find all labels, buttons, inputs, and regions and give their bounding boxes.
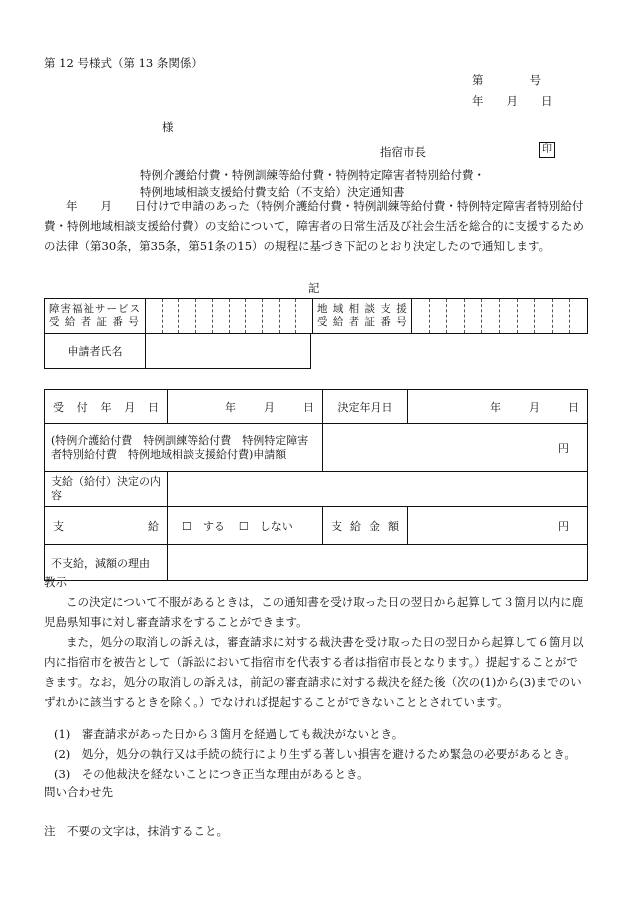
notice-paragraph-2: また，処分の取消しの訴えは，審査請求に対する裁決書を受け取った日の翌日から起算して６箇月以内に指宿市を被告として（訴訟において指宿市を代表する者は指宿市長となります。）提起することができます。なお，処分の取消しの訴えは，前記の審査請求に対する裁決を経た後（次の(1)から(3)までのいずれかに該当するときを除く。）でなければ提起することができないこととされています。 xyxy=(44,635,584,709)
notice-heading: 教示 xyxy=(44,575,67,589)
form-number: 第 12 号様式（第 13 条関係） xyxy=(44,56,203,70)
payment-amount-label: 支 給 金 額 xyxy=(323,507,408,545)
received-date-field[interactable]: 年 月 日 xyxy=(168,390,323,424)
received-date-label: 受 付 年 月 日 xyxy=(45,390,168,424)
content-label: 支給（給付）決定の内容 xyxy=(45,472,168,507)
title-line2: 特例地域相談支援給付費支給（不支給）決定通知書 xyxy=(140,185,405,199)
notice-item-2: (2) 処分，処分の執行又は手続の続行により生ずる著しい損害を避けるため緊急の必要があるとき。 xyxy=(54,747,576,761)
application-amount-label: (特例介護給付費 特例訓練等給付費 特例特定障害者特別給付費 特例地域相談支援給付費)申請額 xyxy=(45,424,323,472)
document-date: 年 月 日 xyxy=(472,94,553,108)
reason-label: 不支給，減額の理由 xyxy=(45,545,168,581)
disability-id-digits[interactable] xyxy=(146,299,313,334)
consult-id-label: 地 域 相 談 支 援 受 給 者 証 番 号 xyxy=(313,299,412,334)
decision-date-label: 決定年月日 xyxy=(323,390,408,424)
issuer: 指宿市長 xyxy=(380,145,426,159)
consult-id-digits[interactable] xyxy=(412,299,588,334)
checkbox-no[interactable]: ☐ しない xyxy=(238,519,293,533)
payment-amount-field[interactable]: 円 xyxy=(408,507,588,545)
notice-paragraph-1: この決定について不服があるときは，この通知書を受け取った日の翌日から起算して３箇月以内に鹿児島県知事に対し審査請求をすることができます。 xyxy=(44,595,584,629)
ki-mark: 記 xyxy=(308,281,320,295)
content-field[interactable] xyxy=(168,472,588,507)
intro-paragraph: 年 月 日付けで申請のあった（特例介護給付費・特例訓練等給付費・特例特定障害者特別給付費・特例地域相談支援給付費）の支給について，障害者の日常生活及び社会生活を総合的に支援するための法律（第30条，第35条，第51条の15）の規程に基づき下記のとおり決定したので通知します。 xyxy=(44,199,585,253)
applicant-name-label: 申請者氏名 xyxy=(45,334,146,369)
footnote: 注 不要の文字は，抹消すること。 xyxy=(44,824,228,838)
addressee: 様 xyxy=(162,120,174,134)
checkbox-yes[interactable]: ☐ する xyxy=(182,519,225,533)
id-table xyxy=(44,298,588,334)
inquiry-label: 問い合わせ先 xyxy=(44,785,113,799)
disability-id-label: 障害福祉サービス 受 給 者 証 番 号 xyxy=(45,299,146,334)
document-number: 第 号 xyxy=(472,73,541,87)
applicant-table xyxy=(44,333,311,369)
applicant-name-field[interactable] xyxy=(146,334,311,369)
title-line1: 特例介護給付費・特例訓練等給付費・特例特定障害者特別給付費・ xyxy=(140,168,485,182)
notice-item-1: (1) 審査請求があった日から３箇月を経過しても裁決がないとき。 xyxy=(54,727,404,741)
payment-options[interactable] xyxy=(168,507,323,545)
notice-item-3: (3) その他裁決を経ないことにつき正当な理由があるとき。 xyxy=(54,767,369,781)
payment-label: 支 給 xyxy=(45,507,168,545)
decision-table xyxy=(44,389,588,581)
seal-mark: 印 xyxy=(539,142,555,158)
decision-date-field[interactable]: 年 月 日 xyxy=(408,390,588,424)
reason-field[interactable] xyxy=(168,545,588,581)
application-amount-field[interactable]: 円 xyxy=(323,424,588,472)
